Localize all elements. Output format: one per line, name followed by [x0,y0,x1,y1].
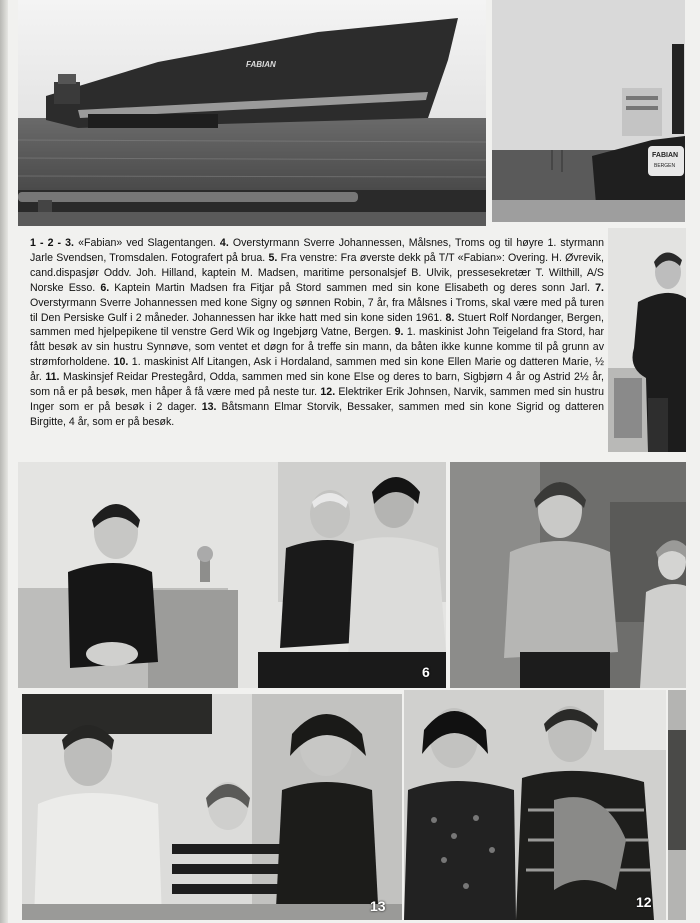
caption-num-9: 9. [394,326,404,339]
photo-tanker-large [18,0,486,226]
caption-num-5: 5. [268,251,278,264]
photo-number-13: 13 [370,898,386,914]
ship-port-label: BERGEN [654,163,676,169]
photo-captain-family [18,462,446,688]
caption-num-11: 11. [45,371,60,384]
caption-num-6: 6. [100,281,110,294]
caption-num-4: 4. [219,237,229,249]
photo-couple [404,690,666,920]
photo-woman-and-boy [450,462,686,688]
caption-text-10: 1. maskinist Alf Litangen, Ask i Hordaland, sammen med sin kone Ellen Marie og datteren Marie, ½ år. [30,356,604,384]
ship-name-label: FABIAN [246,60,276,69]
photo-captions [30,236,604,430]
caption-text-11: Maskinsjef Reidar Prestegård, Odda, sammen med sin kone Else og deres to barn, Sigbjørn 4 år og Astrid 2½ år, som nå er på besøk, men håper å få være med på neste tur. [30,371,604,399]
caption-text-5: Fra venstre: Fra øverste dekk på T/T «Fabian»: Overing. H. Øvrevik, cand.dispasjør Oddv. Joh. Hilland, kaptein M. Madsen, maritime personalsjef B. Ulvik, pressesekretær T. Wilthill, A/S Norske Esso. [30,251,604,294]
caption-num-13: 13. [201,400,217,413]
caption-text-7: Overstyrmann Sverre Johannessen med kone Signy og sønnen Robin, 7 år, fra Målsnes i Troms, skal være med på turen til Den Persiske Gulf i 2 måneder. Johannessen har ikke hatt med sin kone siden 1961. [30,296,604,324]
caption-num-7: 7. [595,281,604,294]
caption-text-9: 1. maskinist John Teigeland fra Stord, har fått besøk av sin hustru Synnøve, som ventet et døgn for å treffe sin mann, da båten ikke kunne komme til på grunn av strømforholdene. [30,326,604,369]
caption-num-10: 10. [113,356,129,369]
photo-number-6: 6 [422,664,430,680]
caption-text-1-2-3: «Fabian» ved Slagentangen. [74,237,220,249]
caption-num-12: 12. [320,386,336,399]
ship-name-small-label: FABIAN [652,152,679,159]
photo-family-with-girl [22,694,402,920]
caption-text-8: Stuert Rolf Nordanger, Bergen, sammen med hjelpepikene til venstre Gerd Wik og Ingebjørg Vatne, Bergen. [30,311,604,339]
caption-text-12: Elektriker Erik Johnsen, Narvik, sammen med sin hustru Inger som er på besøk i 2 dager. [30,386,604,413]
photo-man-standing [608,228,686,452]
caption-num-1-2-3: 1 - 2 - 3. [30,237,74,249]
page-spine [0,0,8,923]
caption-text-13: Båtsmann Elmar Storvik, Bessaker, sammen med sin kone Sigrid og datteren Birgitte, 4 år, som er på besøk. [30,400,604,428]
photo-number-12: 12 [636,894,652,910]
photo-tanker-bow [492,0,685,222]
photo-edge-sliver [668,690,686,920]
caption-text-6: Kaptein Martin Madsen fra Fitjar på Stord sammen med sin kone Elisabeth og deres sonn Jarl. [109,281,596,294]
caption-text-4: Overstyrmann Sverre Johannessen, Målsnes, Troms og til høyre 1. styrmann Jarle Svendsen, Tromsdalen. Fotografert på brua. [30,237,604,264]
caption-num-8: 8. [445,311,455,324]
